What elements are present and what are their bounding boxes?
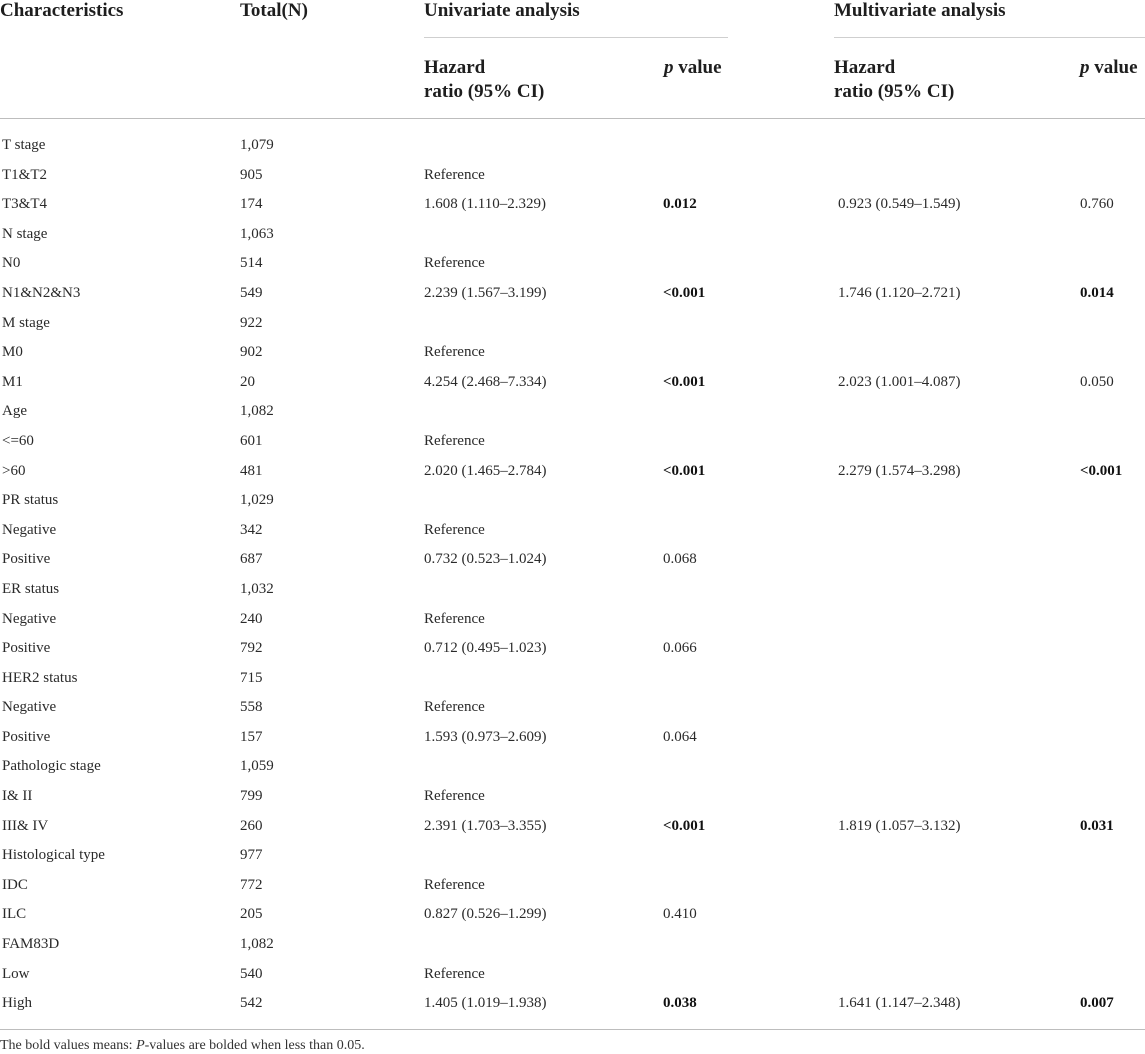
cell-characteristic: N stage — [2, 225, 48, 242]
table-row — [0, 160, 1145, 190]
table-row — [0, 426, 1145, 456]
cell-characteristic: N0 — [2, 255, 21, 272]
cell-total: 902 — [240, 344, 263, 361]
cell-total: 1,079 — [240, 137, 274, 153]
cell-characteristic: M stage — [2, 314, 50, 331]
cell-uni-hr: 1.608 (1.110–2.329) — [424, 196, 546, 213]
table-row — [0, 574, 1145, 604]
table-body — [0, 130, 1145, 1018]
cell-uni-p: 0.068 — [663, 551, 697, 568]
cell-characteristic: ILC — [2, 906, 27, 923]
cell-characteristic: Histological type — [2, 847, 105, 864]
cell-uni-hr: 0.712 (0.495–1.023) — [424, 640, 547, 657]
cell-uni-p: <0.001 — [663, 462, 706, 479]
cell-uni-hr: 1.593 (0.973–2.609) — [424, 728, 547, 745]
cell-total: 1,059 — [240, 758, 274, 775]
cell-total: 342 — [240, 521, 263, 538]
cell-multi-p: 0.014 — [1080, 284, 1114, 301]
cell-characteristic: Positive — [2, 640, 51, 657]
hazard-line-1: Hazard — [834, 57, 896, 78]
cell-characteristic: IDC — [2, 876, 28, 893]
cell-total: 601 — [240, 432, 263, 449]
header-total: Total(N) — [240, 0, 308, 21]
cell-characteristic: Age — [2, 403, 27, 420]
table-row — [0, 367, 1145, 397]
cell-uni-hr: Reference — [424, 788, 485, 805]
cell-characteristic: <=60 — [2, 432, 34, 449]
cell-total: 1,082 — [240, 403, 274, 420]
table-row — [0, 456, 1145, 486]
cell-uni-p: 0.410 — [663, 906, 697, 923]
table-row — [0, 811, 1145, 841]
cell-characteristic: Pathologic stage — [2, 758, 101, 775]
p-italic: p — [1080, 57, 1090, 78]
cell-characteristic: PR status — [2, 492, 59, 509]
table-row — [0, 633, 1145, 663]
hazard-line-1: Hazard — [424, 57, 486, 78]
cell-total: 792 — [240, 640, 263, 657]
univariate-hazard-header — [424, 56, 544, 104]
cell-multi-hr: 2.023 (1.001–4.087) — [838, 373, 961, 390]
univariate-rule — [424, 37, 728, 38]
cell-total: 20 — [240, 373, 255, 390]
cell-characteristic: Positive — [2, 551, 51, 568]
cell-characteristic: FAM83D — [2, 936, 60, 953]
table-row — [0, 899, 1145, 929]
cell-uni-hr: 2.239 (1.567–3.199) — [424, 284, 547, 301]
cell-uni-p: <0.001 — [663, 817, 706, 834]
table-row — [0, 485, 1145, 515]
cell-uni-hr: Reference — [424, 344, 485, 361]
cell-uni-hr: Reference — [424, 166, 485, 183]
table-row — [0, 781, 1145, 811]
cell-characteristic: I& II — [2, 788, 33, 805]
cell-uni-hr: Reference — [424, 610, 485, 627]
footnote-italic-p: P — [136, 1038, 145, 1053]
table-row — [0, 604, 1145, 634]
header-bottom-rule — [0, 118, 1145, 119]
cell-multi-hr: 0.923 (0.549–1.549) — [838, 196, 961, 213]
cell-characteristic: Negative — [2, 699, 57, 716]
cell-total: 481 — [240, 462, 263, 479]
table-row — [0, 544, 1145, 574]
cell-characteristic: Positive — [2, 728, 51, 745]
cell-uni-hr: Reference — [424, 876, 485, 893]
cell-multi-p: 0.050 — [1080, 373, 1114, 390]
cell-total: 905 — [240, 166, 263, 183]
cell-uni-p: 0.064 — [663, 728, 697, 745]
table-row — [0, 929, 1145, 959]
cell-characteristic: III& IV — [2, 817, 49, 834]
cell-total: 558 — [240, 699, 263, 716]
multivariate-hazard-header — [834, 56, 954, 104]
cell-total: 687 — [240, 551, 263, 568]
cell-characteristic: T1&T2 — [2, 166, 47, 183]
cell-total: 1,082 — [240, 936, 274, 953]
cell-total: 922 — [240, 314, 263, 331]
cell-characteristic: Negative — [2, 521, 57, 538]
cell-uni-p: 0.066 — [663, 640, 697, 657]
cell-uni-hr: Reference — [424, 699, 485, 716]
cell-total: 549 — [240, 284, 263, 301]
cell-uni-p: <0.001 — [663, 373, 706, 390]
cell-total: 260 — [240, 817, 263, 834]
cell-multi-hr: 1.819 (1.057–3.132) — [838, 817, 961, 834]
cell-total: 715 — [240, 669, 263, 686]
table-row — [0, 692, 1145, 722]
table-row — [0, 308, 1145, 338]
table-row — [0, 515, 1145, 545]
cell-uni-hr: Reference — [424, 432, 485, 449]
p-value-suffix: value — [673, 57, 722, 78]
cell-uni-hr: Reference — [424, 521, 485, 538]
univariate-p-header — [664, 56, 722, 80]
cell-total: 157 — [240, 728, 263, 745]
cell-uni-hr: 4.254 (2.468–7.334) — [424, 373, 547, 390]
cell-total: 540 — [240, 965, 263, 982]
table-row — [0, 189, 1145, 219]
cell-uni-hr: 0.827 (0.526–1.299) — [424, 906, 547, 923]
cell-characteristic: HER2 status — [2, 669, 78, 686]
p-italic: p — [664, 57, 674, 78]
cell-uni-hr: Reference — [424, 255, 485, 272]
cell-multi-hr: 1.641 (1.147–2.348) — [838, 995, 961, 1012]
cell-uni-p: 0.012 — [663, 196, 697, 213]
cell-total: 542 — [240, 995, 263, 1012]
cell-characteristic: ER status — [2, 580, 60, 597]
cell-characteristic: M1 — [2, 373, 23, 390]
cell-multi-p: <0.001 — [1080, 462, 1123, 479]
multivariate-rule — [834, 37, 1145, 38]
table-row — [0, 337, 1145, 367]
cell-characteristic: Negative — [2, 610, 57, 627]
cell-uni-p: 0.038 — [663, 995, 697, 1012]
table-row — [0, 722, 1145, 752]
cell-characteristic: T3&T4 — [2, 196, 47, 213]
cell-total: 1,029 — [240, 492, 274, 509]
cell-total: 240 — [240, 610, 263, 627]
cell-characteristic: T stage — [2, 137, 46, 153]
cell-total: 977 — [240, 847, 263, 864]
cell-multi-p: 0.007 — [1080, 995, 1114, 1012]
footnote-prefix: The bold values means: — [0, 1038, 137, 1053]
cell-characteristic: >60 — [2, 462, 26, 479]
hazard-line-2: ratio (95% CI) — [834, 81, 955, 102]
table-bottom-rule — [0, 1029, 1145, 1030]
cell-uni-p: <0.001 — [663, 284, 706, 301]
cell-characteristic: N1&N2&N3 — [2, 284, 81, 301]
cell-total: 514 — [240, 255, 263, 272]
cell-total: 1,032 — [240, 580, 274, 597]
cell-multi-p: 0.760 — [1080, 196, 1114, 213]
cell-total: 1,063 — [240, 225, 274, 242]
p-value-suffix: value — [1089, 57, 1138, 78]
table-row — [0, 959, 1145, 989]
table-row — [0, 248, 1145, 278]
table-row — [0, 130, 1145, 160]
cell-multi-hr: 1.746 (1.120–2.721) — [838, 284, 961, 301]
cell-total: 799 — [240, 788, 263, 805]
table-row — [0, 219, 1145, 249]
cell-multi-p: 0.031 — [1080, 817, 1114, 834]
table-row — [0, 663, 1145, 693]
header-characteristics: Characteristics — [0, 0, 124, 21]
cell-characteristic: Low — [2, 965, 30, 982]
table-row — [0, 988, 1145, 1018]
cell-multi-hr: 2.279 (1.574–3.298) — [838, 462, 961, 479]
header-multivariate: Multivariate analysis — [834, 0, 1006, 21]
table-row — [0, 840, 1145, 870]
cell-total: 772 — [240, 876, 263, 893]
cell-uni-hr: 0.732 (0.523–1.024) — [424, 551, 547, 568]
table-row — [0, 278, 1145, 308]
cell-characteristic: M0 — [2, 344, 23, 361]
table-row — [0, 396, 1145, 426]
multivariate-p-header — [1080, 56, 1138, 80]
footnote-suffix: -values are bolded when less than 0.05. — [144, 1038, 365, 1053]
table-row — [0, 870, 1145, 900]
cell-uni-hr: 1.405 (1.019–1.938) — [424, 995, 547, 1012]
cell-uni-hr: 2.020 (1.465–2.784) — [424, 462, 547, 479]
hazard-line-2: ratio (95% CI) — [424, 81, 545, 102]
cell-uni-hr: Reference — [424, 965, 485, 982]
cell-total: 205 — [240, 906, 263, 923]
header-univariate: Univariate analysis — [424, 0, 580, 21]
cell-characteristic: High — [2, 995, 32, 1012]
table-row — [0, 751, 1145, 781]
cell-uni-hr: 2.391 (1.703–3.355) — [424, 817, 547, 834]
cell-total: 174 — [240, 196, 263, 213]
